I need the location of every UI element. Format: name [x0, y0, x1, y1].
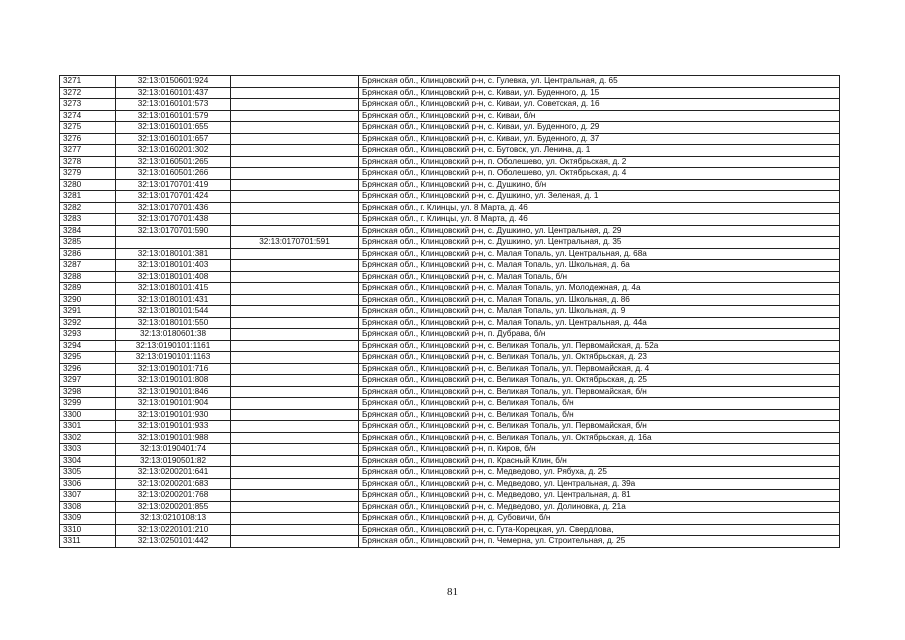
row-number-cell: 3294 — [60, 340, 116, 352]
cadastral-number-cell: 32:13:0190501:82 — [116, 455, 231, 467]
cadastral-number-cell: 32:13:0180101:408 — [116, 271, 231, 283]
table-row — [60, 168, 840, 180]
row-number-cell: 3305 — [60, 467, 116, 479]
address-cell: Брянская обл., Клинцовский р-н, с. Медведово, ул. Рябуха, д. 25 — [359, 467, 840, 479]
row-number-cell: 3289 — [60, 283, 116, 295]
row-number-cell: 3304 — [60, 455, 116, 467]
table-row — [60, 467, 840, 479]
table-row — [60, 352, 840, 364]
cadastral-number-cell: 32:13:0200201:641 — [116, 467, 231, 479]
address-cell: Брянская обл., Клинцовский р-н, с. Великая Топаль, ул. Первомайская, д. 4 — [359, 363, 840, 375]
cadastral-number-alt-cell — [231, 490, 359, 502]
row-number-cell: 3280 — [60, 179, 116, 191]
cadastral-number-alt-cell — [231, 386, 359, 398]
address-cell: Брянская обл., Клинцовский р-н, с. Медведово, ул. Центральная, д. 39а — [359, 478, 840, 490]
cadastral-number-alt-cell — [231, 536, 359, 548]
table-row — [60, 501, 840, 513]
address-cell: Брянская обл., Клинцовский р-н, с. Великая Топаль, ул. Октябрьская, д. 25 — [359, 375, 840, 387]
table-row — [60, 432, 840, 444]
row-number-cell: 3274 — [60, 110, 116, 122]
address-cell: Брянская обл., Клинцовский р-н, с. Киваи, ул. Буденного, д. 37 — [359, 133, 840, 145]
page-number: 81 — [447, 586, 458, 598]
cadastral-number-cell: 32:13:0170701:424 — [116, 191, 231, 203]
cadastral-number-cell: 32:13:0160101:437 — [116, 87, 231, 99]
address-cell: Брянская обл., Клинцовский р-н, с. Медведово, ул. Долиновка, д. 21а — [359, 501, 840, 513]
cadastral-number-alt-cell — [231, 352, 359, 364]
cadastral-number-alt-cell — [231, 248, 359, 260]
address-cell: Брянская обл., Клинцовский р-н, п. Оболешево, ул. Октябрьская, д. 4 — [359, 168, 840, 180]
cadastral-number-cell: 32:13:0190101:846 — [116, 386, 231, 398]
cadastral-number-alt-cell — [231, 444, 359, 456]
address-cell: Брянская обл., Клинцовский р-н, с. Великая Топаль, б/н — [359, 409, 840, 421]
row-number-cell: 3291 — [60, 306, 116, 318]
address-cell: Брянская обл., Клинцовский р-н, с. Малая Топаль, ул. Молодежная, д. 4а — [359, 283, 840, 295]
row-number-cell: 3307 — [60, 490, 116, 502]
row-number-cell: 3299 — [60, 398, 116, 410]
row-number-cell: 3286 — [60, 248, 116, 260]
cadastral-number-cell: 32:13:0180101:431 — [116, 294, 231, 306]
cadastral-number-alt-cell — [231, 340, 359, 352]
table-row — [60, 225, 840, 237]
table-row — [60, 156, 840, 168]
cadastral-number-cell: 32:13:0150601:924 — [116, 76, 231, 88]
row-number-cell: 3273 — [60, 99, 116, 111]
table-row — [60, 214, 840, 226]
row-number-cell: 3292 — [60, 317, 116, 329]
address-cell: Брянская обл., Клинцовский р-н, с. Великая Топаль, б/н — [359, 398, 840, 410]
table-row — [60, 478, 840, 490]
cadastral-number-cell: 32:13:0170701:419 — [116, 179, 231, 191]
cadastral-number-cell: 32:13:0160501:266 — [116, 168, 231, 180]
cadastral-number-cell: 32:13:0180101:403 — [116, 260, 231, 272]
row-number-cell: 3281 — [60, 191, 116, 203]
cadastral-number-alt-cell — [231, 122, 359, 134]
table-row — [60, 145, 840, 157]
row-number-cell: 3279 — [60, 168, 116, 180]
cadastral-number-alt-cell — [231, 133, 359, 145]
row-number-cell: 3308 — [60, 501, 116, 513]
cadastral-number-alt-cell — [231, 432, 359, 444]
cadastral-number-cell: 32:13:0170701:590 — [116, 225, 231, 237]
address-cell: Брянская обл., Клинцовский р-н, с. Великая Топаль, ул. Октябрьская, д. 16а — [359, 432, 840, 444]
cadastral-number-alt-cell — [231, 99, 359, 111]
address-cell: Брянская обл., Клинцовский р-н, с. Киваи, ул. Советская, д. 16 — [359, 99, 840, 111]
cadastral-number-cell: 32:13:0220101:210 — [116, 524, 231, 536]
address-cell: Брянская обл., Клинцовский р-н, с. Малая Топаль, ул. Школьная, д. 86 — [359, 294, 840, 306]
cadastral-number-alt-cell — [231, 513, 359, 525]
property-register-table — [59, 75, 840, 548]
cadastral-number-cell: 32:13:0190101:904 — [116, 398, 231, 410]
row-number-cell: 3287 — [60, 260, 116, 272]
table-row — [60, 110, 840, 122]
address-cell: Брянская обл., Клинцовский р-н, п. Киров, б/н — [359, 444, 840, 456]
address-cell: Брянская обл., Клинцовский р-н, с. Душкино, ул. Центральная, д. 35 — [359, 237, 840, 249]
cadastral-number-cell: 32:13:0200201:683 — [116, 478, 231, 490]
table-row — [60, 237, 840, 249]
row-number-cell: 3272 — [60, 87, 116, 99]
row-number-cell: 3298 — [60, 386, 116, 398]
address-cell: Брянская обл., Клинцовский р-н, с. Киваи, ул. Буденного, д. 15 — [359, 87, 840, 99]
address-cell: Брянская обл., Клинцовский р-н, с. Киваи, б/н — [359, 110, 840, 122]
cadastral-number-alt-cell — [231, 375, 359, 387]
cadastral-number-alt-cell — [231, 294, 359, 306]
table-row — [60, 513, 840, 525]
address-cell: Брянская обл., Клинцовский р-н, п. Красный Клин, б/н — [359, 455, 840, 467]
cadastral-number-cell: 32:13:0190101:930 — [116, 409, 231, 421]
cadastral-number-alt-cell — [231, 329, 359, 341]
cadastral-number-cell: 32:13:0160101:657 — [116, 133, 231, 145]
table-row — [60, 363, 840, 375]
cadastral-number-alt-cell — [231, 306, 359, 318]
cadastral-number-cell: 32:13:0160101:579 — [116, 110, 231, 122]
table-row — [60, 99, 840, 111]
row-number-cell: 3301 — [60, 421, 116, 433]
row-number-cell: 3285 — [60, 237, 116, 249]
cadastral-number-alt-cell — [231, 317, 359, 329]
address-cell: Брянская обл., Клинцовский р-н, с. Малая Топаль, б/н — [359, 271, 840, 283]
cadastral-number-cell: 32:13:0200201:855 — [116, 501, 231, 513]
address-cell: Брянская обл., Клинцовский р-н, с. Душкино, б/н — [359, 179, 840, 191]
table-row — [60, 294, 840, 306]
table-row — [60, 375, 840, 387]
cadastral-number-cell: 32:13:0180601:38 — [116, 329, 231, 341]
address-cell: Брянская обл., Клинцовский р-н, с. Киваи, ул. Буденного, д. 29 — [359, 122, 840, 134]
row-number-cell: 3293 — [60, 329, 116, 341]
address-cell: Брянская обл., Клинцовский р-н, п. Чемерна, ул. Строительная, д. 25 — [359, 536, 840, 548]
cadastral-number-cell: 32:13:0190401:74 — [116, 444, 231, 456]
address-cell: Брянская обл., Клинцовский р-н, с. Гута-Корецкая, ул. Свердлова, — [359, 524, 840, 536]
address-cell: Брянская обл., Клинцовский р-н, д. Субовичи, б/н — [359, 513, 840, 525]
address-cell: Брянская обл., Клинцовский р-н, с. Малая Топаль, ул. Центральная, д. 68а — [359, 248, 840, 260]
address-cell: Брянская обл., Клинцовский р-н, с. Малая Топаль, ул. Школьная, д. 9 — [359, 306, 840, 318]
row-number-cell: 3309 — [60, 513, 116, 525]
cadastral-number-alt-cell — [231, 271, 359, 283]
cadastral-number-cell: 32:13:0210108:13 — [116, 513, 231, 525]
cadastral-number-alt-cell — [231, 76, 359, 88]
row-number-cell: 3288 — [60, 271, 116, 283]
row-number-cell: 3278 — [60, 156, 116, 168]
address-cell: Брянская обл., Клинцовский р-н, с. Великая Топаль, ул. Октябрьская, д. 23 — [359, 352, 840, 364]
row-number-cell: 3271 — [60, 76, 116, 88]
cadastral-number-alt-cell — [231, 409, 359, 421]
cadastral-number-alt-cell — [231, 191, 359, 203]
cadastral-number-alt-cell — [231, 145, 359, 157]
row-number-cell: 3310 — [60, 524, 116, 536]
table-row — [60, 202, 840, 214]
address-cell: Брянская обл., г. Клинцы, ул. 8 Марта, д. 46 — [359, 202, 840, 214]
table-row — [60, 455, 840, 467]
table-row — [60, 329, 840, 341]
cadastral-number-cell: 32:13:0190101:1161 — [116, 340, 231, 352]
row-number-cell: 3282 — [60, 202, 116, 214]
cadastral-number-cell: 32:13:0170701:436 — [116, 202, 231, 214]
cadastral-number-alt-cell — [231, 225, 359, 237]
table-row — [60, 398, 840, 410]
cadastral-number-alt-cell — [231, 398, 359, 410]
row-number-cell: 3300 — [60, 409, 116, 421]
cadastral-number-alt-cell — [231, 168, 359, 180]
table-row — [60, 536, 840, 548]
cadastral-number-cell: 32:13:0170701:438 — [116, 214, 231, 226]
cadastral-number-cell: 32:13:0190101:716 — [116, 363, 231, 375]
cadastral-number-cell: 32:13:0190101:988 — [116, 432, 231, 444]
table-row — [60, 317, 840, 329]
table-row — [60, 271, 840, 283]
table-row — [60, 306, 840, 318]
cadastral-number-cell: 32:13:0200201:768 — [116, 490, 231, 502]
row-number-cell: 3297 — [60, 375, 116, 387]
cadastral-number-cell: 32:13:0190101:1163 — [116, 352, 231, 364]
table-row — [60, 340, 840, 352]
table-row — [60, 191, 840, 203]
row-number-cell: 3311 — [60, 536, 116, 548]
row-number-cell: 3296 — [60, 363, 116, 375]
address-cell: Брянская обл., Клинцовский р-н, с. Малая Топаль, ул. Школьная, д. 6а — [359, 260, 840, 272]
table-row — [60, 386, 840, 398]
row-number-cell: 3290 — [60, 294, 116, 306]
address-cell: Брянская обл., Клинцовский р-н, с. Великая Топаль, ул. Первомайская, б/н — [359, 421, 840, 433]
address-cell: Брянская обл., Клинцовский р-н, с. Малая Топаль, ул. Центральная, д. 44а — [359, 317, 840, 329]
address-cell: Брянская обл., Клинцовский р-н, с. Душкино, ул. Зеленая, д. 1 — [359, 191, 840, 203]
cadastral-number-alt-cell — [231, 156, 359, 168]
table-body — [60, 76, 840, 548]
row-number-cell: 3295 — [60, 352, 116, 364]
table-row — [60, 283, 840, 295]
cadastral-number-alt-cell — [231, 179, 359, 191]
cadastral-number-alt-cell — [231, 214, 359, 226]
address-cell: Брянская обл., Клинцовский р-н, п. Оболешево, ул. Октябрьская, д. 2 — [359, 156, 840, 168]
table-row — [60, 122, 840, 134]
address-cell: Брянская обл., Клинцовский р-н, с. Душкино, ул. Центральная, д. 29 — [359, 225, 840, 237]
table-row — [60, 490, 840, 502]
cadastral-number-cell: 32:13:0190101:808 — [116, 375, 231, 387]
cadastral-number-cell: 32:13:0160101:573 — [116, 99, 231, 111]
cadastral-number-alt-cell — [231, 363, 359, 375]
row-number-cell: 3284 — [60, 225, 116, 237]
cadastral-number-cell: 32:13:0180101:544 — [116, 306, 231, 318]
cadastral-number-cell: 32:13:0160501:265 — [116, 156, 231, 168]
table-row — [60, 421, 840, 433]
table-row — [60, 76, 840, 88]
cadastral-number-alt-cell — [231, 455, 359, 467]
address-cell: Брянская обл., Клинцовский р-н, с. Великая Топаль, ул. Первомайская, д. 52а — [359, 340, 840, 352]
cadastral-number-alt-cell — [231, 421, 359, 433]
cadastral-number-alt-cell — [231, 501, 359, 513]
table-row — [60, 87, 840, 99]
address-cell: Брянская обл., г. Клинцы, ул. 8 Марта, д. 46 — [359, 214, 840, 226]
table-row — [60, 179, 840, 191]
cadastral-number-cell: 32:13:0160201:302 — [116, 145, 231, 157]
cadastral-number-alt-cell — [231, 110, 359, 122]
address-cell: Брянская обл., Клинцовский р-н, с. Бутовск, ул. Ленина, д. 1 — [359, 145, 840, 157]
table-row — [60, 444, 840, 456]
table-row — [60, 248, 840, 260]
cadastral-number-cell: 32:13:0180101:415 — [116, 283, 231, 295]
address-cell: Брянская обл., Клинцовский р-н, с. Великая Топаль, ул. Первомайская, б/н — [359, 386, 840, 398]
cadastral-number-cell: 32:13:0180101:550 — [116, 317, 231, 329]
table-row — [60, 409, 840, 421]
cadastral-number-cell: 32:13:0250101:442 — [116, 536, 231, 548]
cadastral-number-alt-cell — [231, 478, 359, 490]
address-cell: Брянская обл., Клинцовский р-н, с. Медведово, ул. Центральная, д. 81 — [359, 490, 840, 502]
table-row — [60, 524, 840, 536]
cadastral-number-alt-cell — [231, 524, 359, 536]
table-row — [60, 260, 840, 272]
row-number-cell: 3277 — [60, 145, 116, 157]
row-number-cell: 3306 — [60, 478, 116, 490]
address-cell: Брянская обл., Клинцовский р-н, п. Дубрава, б/н — [359, 329, 840, 341]
table-row — [60, 133, 840, 145]
cadastral-number-cell — [116, 237, 231, 249]
row-number-cell: 3283 — [60, 214, 116, 226]
cadastral-number-alt-cell — [231, 467, 359, 479]
cadastral-number-alt-cell — [231, 283, 359, 295]
cadastral-number-alt-cell — [231, 87, 359, 99]
cadastral-number-alt-cell — [231, 260, 359, 272]
address-cell: Брянская обл., Клинцовский р-н, с. Гулевка, ул. Центральная, д. 65 — [359, 76, 840, 88]
row-number-cell: 3275 — [60, 122, 116, 134]
cadastral-number-cell: 32:13:0160101:655 — [116, 122, 231, 134]
row-number-cell: 3302 — [60, 432, 116, 444]
row-number-cell: 3303 — [60, 444, 116, 456]
cadastral-number-cell: 32:13:0190101:933 — [116, 421, 231, 433]
cadastral-number-cell: 32:13:0180101:381 — [116, 248, 231, 260]
row-number-cell: 3276 — [60, 133, 116, 145]
cadastral-number-alt-cell — [231, 202, 359, 214]
cadastral-number-alt-cell: 32:13:0170701:591 — [231, 237, 359, 249]
